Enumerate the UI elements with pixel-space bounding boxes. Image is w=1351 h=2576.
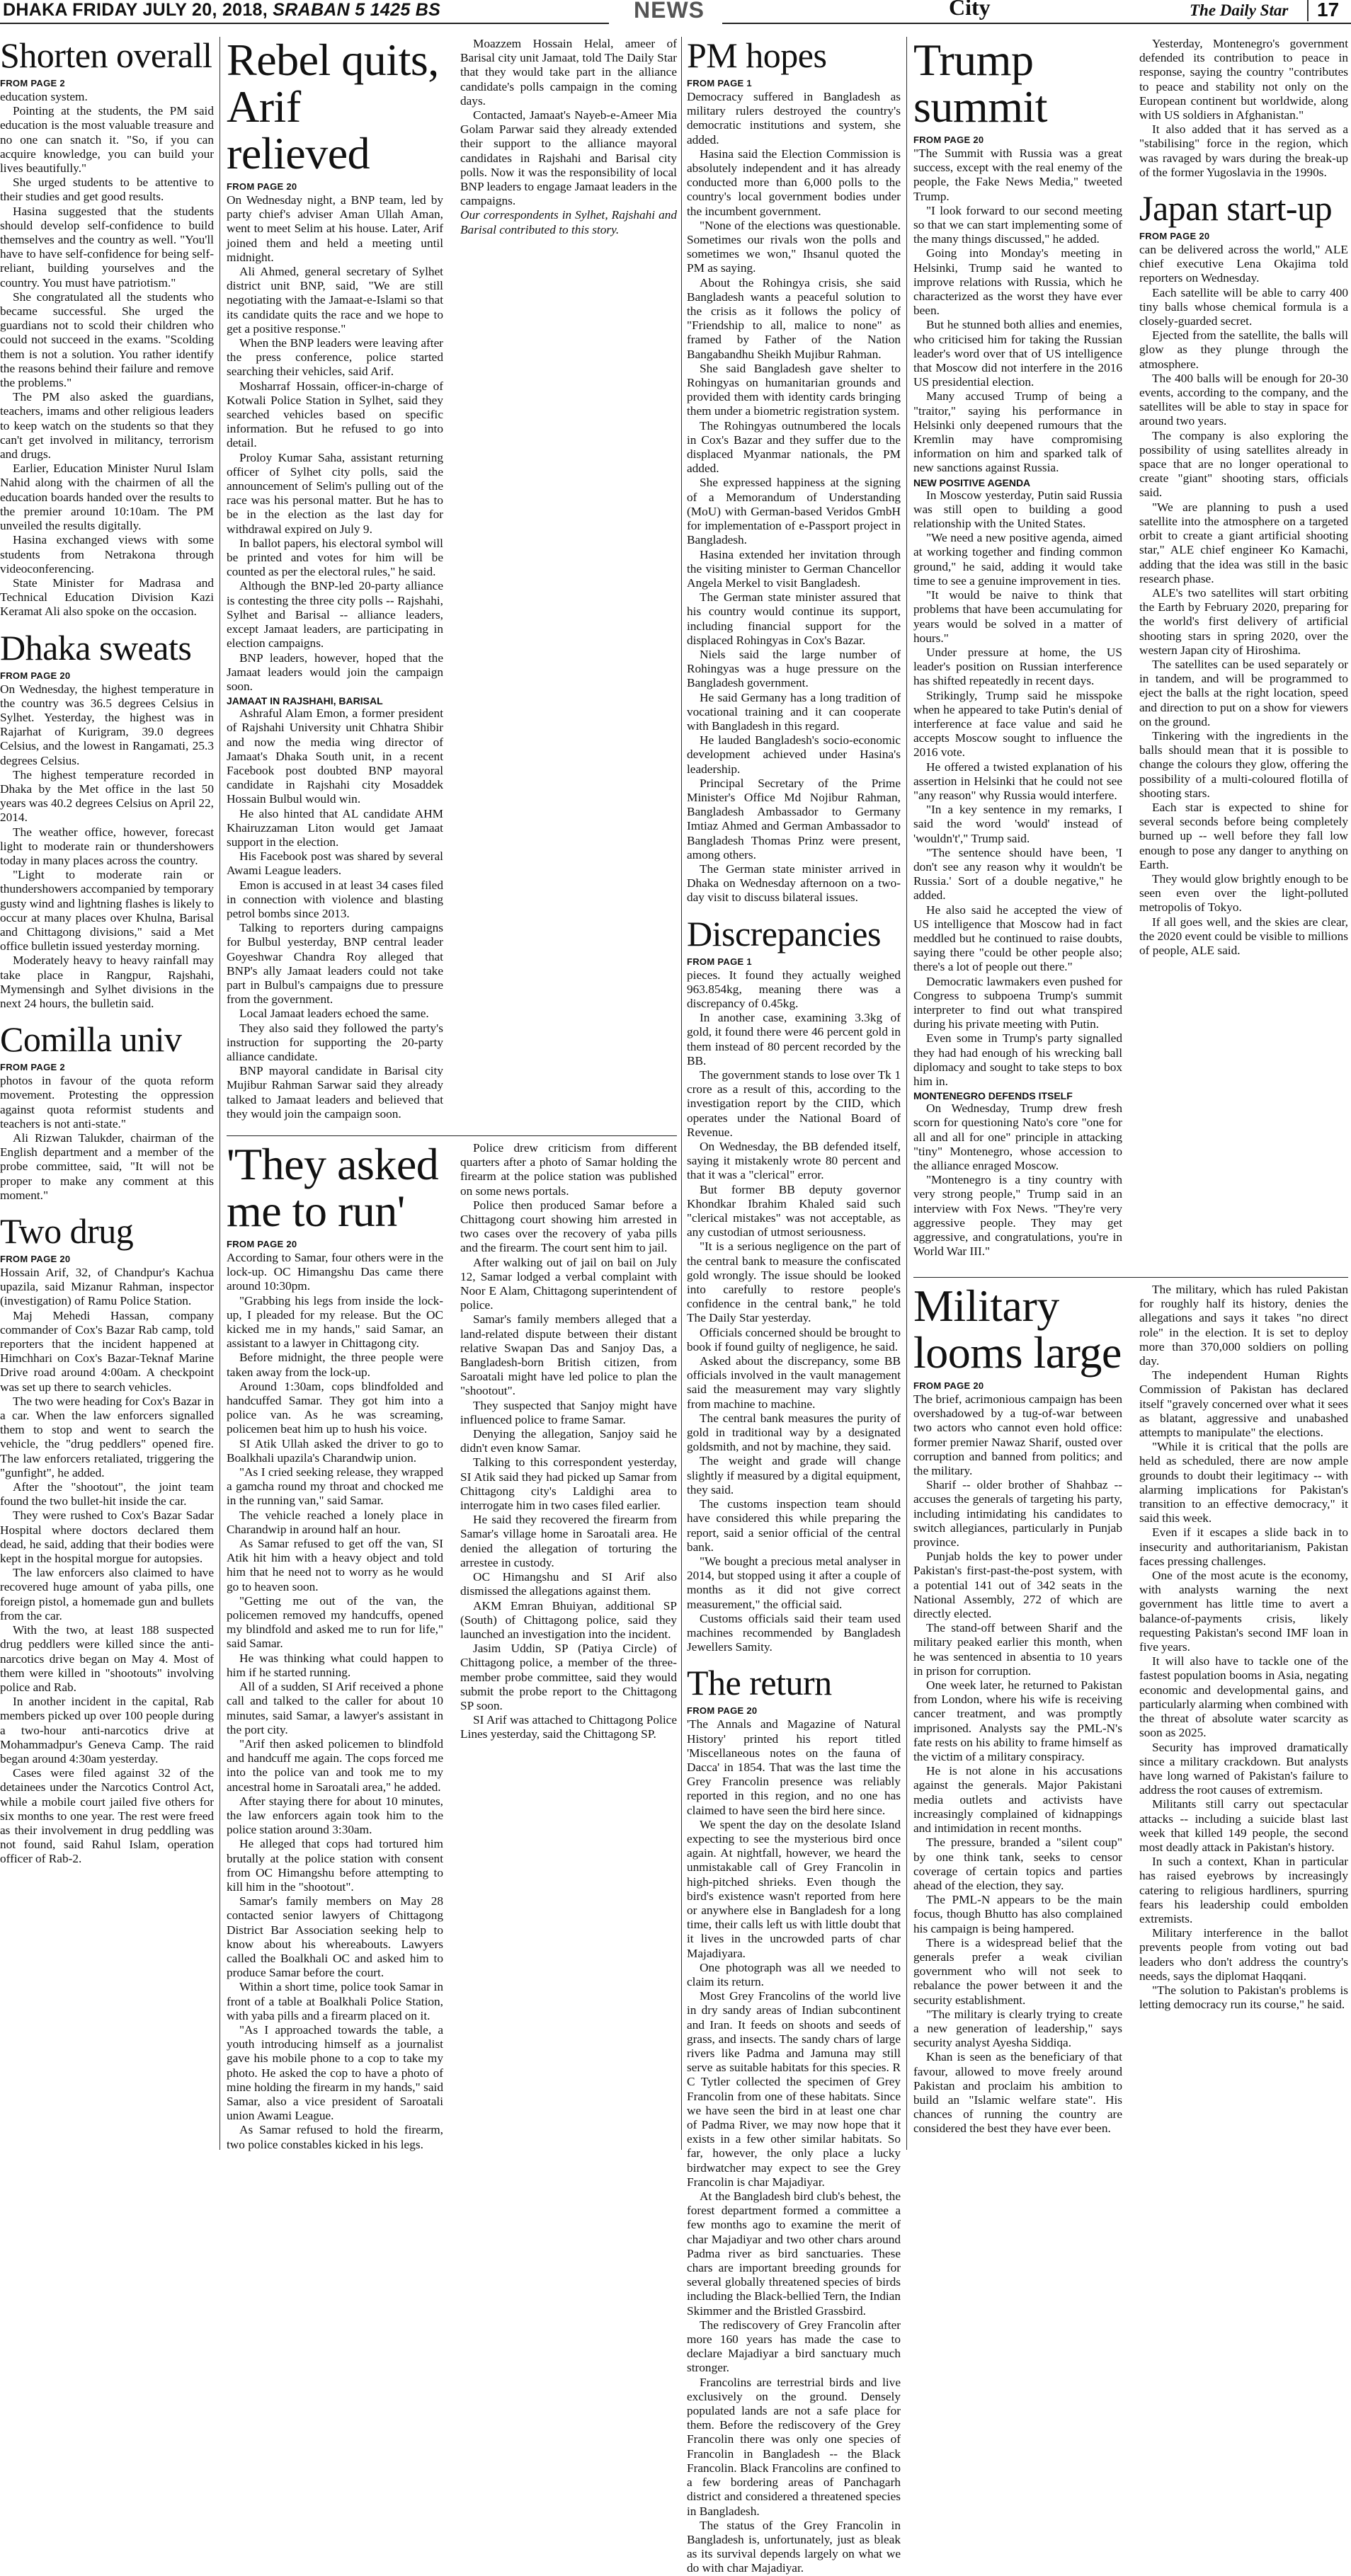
headline: The return	[687, 1663, 832, 1703]
paragraph: All of a sudden, SI Arif received a phone call and talked to the caller for about 10 minutes, said Samar, a lawyer's assistant in the port city.	[227, 1680, 443, 1736]
paragraph: The PM also asked the guardians, teachers, imams and other religious leaders to keep watch on the students so that they can't get involved in militancy, terrorism and drugs.	[0, 390, 214, 462]
paragraph: Emon is accused in at least 34 cases filed in connection with violence and blasting petrol bombs since 2013.	[227, 878, 443, 920]
paragraph: OC Himangshu and SI Arif also dismissed the allegations against them.	[460, 1570, 677, 1598]
paragraph: They were rushed to Cox's Bazar Sadar Hospital where doctors declared them dead, he said, adding that their bodies were kept in the hospital morgue for autopsies.	[0, 1509, 214, 1566]
paragraph: Within a short time, police took Samar in front of a table at Boalkhali Police Station, with yaba pills and a firearm placed on it.	[227, 1980, 443, 2022]
paragraph: One photograph was all we needed to claim its return.	[687, 1960, 901, 1988]
continued-from-label: FROM PAGE 20	[687, 1705, 758, 1717]
paragraph: The pressure, branded a "silent coup" by one think tank, seeks to censor coverage of certain topics and parties ahead of the election, they say.	[913, 1836, 1122, 1892]
paragraph: The law enforcers also claimed to have recovered huge amount of yaba pills, one foreign pistol, a homemade gun and bullets from the car.	[0, 1566, 214, 1622]
subheading: JAMAAT IN RAJSHAHI, BARISAL	[227, 695, 383, 707]
paragraph: As Samar refused to get off the van, SI Atik hit him with a heavy object and told him that he need not to worry as he would go to heaven soon.	[227, 1537, 443, 1593]
block-asked	[227, 1141, 677, 2152]
column-rule-3	[681, 37, 682, 2150]
paragraph: She expressed happiness at the signing of a Memorandum of Understanding (MoU) with German-based Veridos GmbH for implementation of e-Passport project in Bangladesh.	[687, 476, 901, 547]
paragraph: Sharif -- older brother of Shahbaz -- accuses the generals of targeting his party, including intimidating his candidates to switch allegiances, particularly in Punjab province.	[913, 1478, 1122, 1550]
paragraph: State Minister for Madrasa and Technical Education Division Kazi Keramat Ali also spoke on the occasion.	[0, 576, 214, 619]
paragraph: SI Atik Ullah asked the driver to go to Boalkhali upazila's Charandwip union.	[227, 1436, 443, 1465]
paragraph: Around 1:30am, cops blindfolded and handcuffed Samar. They got him into a police van. As he was screaming, policemen beat him up to hush his voice.	[227, 1379, 443, 1436]
paragraph: The PML-N appears to be the main focus, though Bhutto has also complained his campaign is being hampered.	[913, 1893, 1122, 1935]
paragraph: photos in favour of the quota reform movement. Protesting the oppression against quota reformist students and teachers is not anti-state."	[0, 1074, 214, 1130]
article-shorten-overall	[0, 37, 214, 619]
paragraph: Hasina said the Election Commission is absolutely independent and it has already conducted more than 6,000 polls to the country's local government bodies under the incumbent government.	[687, 147, 901, 218]
paragraph: "Getting me out of the van, the policemen removed my handcuffs, opened my blindfold and asked me to run for life," said Samar.	[227, 1593, 443, 1651]
paragraph: If all goes well, and the skies are clear, the 2020 event could be visible to millions of people, ALE said.	[1139, 915, 1348, 957]
continued-from-label: FROM PAGE 20	[913, 1380, 984, 1391]
paragraph: He offered a twisted explanation of his assertion in Helsinki that he could not see "any reason" why Russia would interfere.	[913, 760, 1122, 802]
article-japan-start-up	[1139, 190, 1348, 958]
article-pm-hopes	[687, 37, 901, 905]
subsection-name: City	[949, 0, 991, 20]
block-military	[913, 1283, 1348, 2152]
block-rebel	[227, 37, 677, 1130]
paragraph: One of the most acute is the economy, with analysts warning the next government has little time to avert a balance-of-payments crisis, likely requesting Pakistan's second IMF loan in five years.	[1139, 1569, 1348, 1654]
contributor-note: Our correspondents in Sylhet, Rajshahi and Barisal contributed to this story.	[460, 208, 677, 236]
paragraph: He lauded Bangladesh's socio-economic development achieved under Hasina's leadership.	[687, 733, 901, 776]
paragraph: Going into Monday's meeting in Helsinki, Trump said he wanted to improve relations with Russia, which he characterized as the worst they have ever been.	[913, 246, 1122, 318]
paragraph: ALE's two satellites will start orbiting the Earth by February 2020, preparing for the world's first delivery of artificial shooting stars in spring 2020, over the western Japan city of Hiroshima.	[1139, 585, 1348, 657]
header-divider	[1307, 0, 1309, 21]
paragraph: Yesterday, Montenegro's government defended its contribution to peace in response, saying the country "contributes to peace and stability not only on the European continent but worldwide, along with US soldiers in Afghanistan."	[1139, 37, 1348, 122]
paragraph: According to Samar, four others were in the lock-up. OC Himangshu Das came there around 10:30pm.	[227, 1251, 443, 1293]
paragraph: He said they recovered the firearm from Samar's village home in Saroatali area. He denied the allegation of torturing the arrestee in custody.	[460, 1513, 677, 1569]
paragraph: On Wednesday, Trump drew fresh scorn for questioning Nato's core "one for all and all for one" principle in attacking "tiny" Montenegro, whose accession to the alliance enraged Moscow.	[913, 1101, 1122, 1173]
paragraph: Most Grey Francolins of the world live in dry sandy areas of Indian subcontinent and Iran. It feeds on shoots and seeds of grass, and insects. The sandy chars of large rivers like Padma and Jamuna may still serve as suitable habitats for this species. R C Tytler collected the specimen of Grey Francolin from one of these habitats. Since we have seen the bird in at least one char of Padma River, we may now hope that it exists in a few other similar habitats. So far, however, the only place a lucky birdwatcher may expect to see the Grey Francolin is char Majadiyar.	[687, 1989, 901, 2189]
continued-from-label: FROM PAGE 20	[227, 181, 297, 192]
paragraph: "The Summit with Russia was a great success, except with the real enemy of the people, the Fake News Media," tweeted Trump.	[913, 147, 1122, 203]
paragraph: Officials concerned should be brought to book if found guilty of negligence, he said.	[687, 1325, 901, 1353]
headline: Trump summit	[913, 35, 1048, 132]
paragraph: "None of the elections was questionable. Sometimes our rivals won the polls and sometimes we won," Ihsanul quoted the PM as saying.	[687, 218, 901, 275]
paragraph: Denying the allegation, Sanjoy said he didn't even know Samar.	[460, 1427, 677, 1455]
paragraph: "The sentence should have been, 'I don't see any reason why it wouldn't be Russia.' Sort of a double negative," he added.	[913, 845, 1122, 903]
paragraph: The central bank measures the purity of gold in traditional way by a designated goldsmith, and not by machine, they said.	[687, 1411, 901, 1454]
column-rule-4	[906, 37, 907, 2150]
paragraph: There is a widespread belief that the generals prefer a weak civilian government who will not seek to rebalance the power between it and the security establishment.	[913, 1935, 1122, 2007]
headline: 'They asked me to run'	[227, 1139, 439, 1236]
paragraph: can be delivered across the world," ALE chief executive Lena Okajima told reporters on Wednesday.	[1139, 243, 1348, 285]
headline: Rebel quits, Arif relieved	[227, 35, 439, 178]
paragraph: Local Jamaat leaders echoed the same.	[239, 1007, 429, 1021]
paragraph: 'The Annals and Magazine of Natural History' printed his report titled 'Miscellaneous notes on the fauna of Dacca' in 1854. That was the last time the Grey Francolin presence was reliably reported in this region, and no one has claimed to have seen the bird here since.	[687, 1717, 901, 1817]
article-comilla-univ	[0, 1021, 214, 1203]
continued-from-label: FROM PAGE 20	[227, 1239, 297, 1249]
paragraph: At the Bangladesh bird club's behest, the forest department formed a committee a few months ago to examine the merit of char Majadiyar and two other chars around Padma river as bird sanctuaries. These chars are important breeding grounds for several globally threatened species of birds including the Black-bellied Tern, the Indian Skimmer and the Bristled Grassbird.	[687, 2189, 901, 2318]
headline: Comilla univ	[0, 1019, 182, 1060]
page-number: 17	[1317, 0, 1340, 21]
paragraph: The weight and grade will change slightly if measured by a digital equipment, they said.	[687, 1454, 901, 1496]
continued-from-label: FROM PAGE 2	[0, 1062, 65, 1073]
paragraph: The satellites can be used separately or in tandem, and will be programmed to eject the balls at the right location, speed and direction to put on a show for viewers on the ground.	[1139, 657, 1348, 728]
paragraph: In another case, examining 3.3kg of gold, it found there were 46 percent gold in them instead of 80 percent recorded by the BB.	[687, 1011, 901, 1067]
paragraph: With the two, at least 188 suspected drug peddlers were killed since the anti-narcotics drive began on May 4. Most of them were killed in "shootouts" involving police and Rab.	[0, 1623, 214, 1694]
paragraph: But he stunned both allies and enemies, who criticised him for taking the Russian leader's word over that of US intelligence that Moscow did not interfere in the 2016 US presidential election.	[913, 318, 1122, 389]
paragraph: It also added that it has served as a "stabilising" force in the region, which was ravaged by wars during the break-up of the former Yugoslavia in the 1990s.	[1139, 122, 1348, 179]
paragraph: Punjab holds the key to power under Pakistan's first-past-the-post system, with a potential 141 out of 342 seats in the National Assembly, 272 of which are directly elected.	[913, 1550, 1122, 1621]
headline: Dhaka sweats	[0, 627, 192, 668]
paragraph: "Arif then asked policemen to blindfold and handcuff me again. The cops forced me into the police van and took me to my ancestral home in Saroatali area," he added.	[227, 1736, 443, 1794]
article-discrepancies	[687, 915, 901, 1655]
paragraph: On Wednesday, the highest temperature in the country was 36.5 degrees Celsius in Sylhet. Yesterday, the highest was in Rajarhat of Kurigram, 39.0 degrees Celsius, and the lowest in Rangamati, 25.3 degrees Celsius.	[0, 682, 214, 767]
paragraph: Khan is seen as the beneficiary of that favour, allowed to move freely around Pakistan and proclaim his ambition to build an "Islamic welfare state". His chances of running the country are considered the best they have ever been.	[913, 2050, 1122, 2136]
paragraph: He is not alone in his accusations against the generals. Major Pakistani media outlets and activists have increasingly complained of kidnappings and intimidation in recent months.	[913, 1764, 1122, 1836]
paragraph: His Facebook post was shared by several Awami League leaders.	[227, 849, 443, 878]
paragraph: He alleged that cops had tortured him brutally at the police station with consent from OC Himangshu before attempting to kill him in the "shootout".	[227, 1837, 443, 1894]
paragraph: Earlier, Education Minister Nurul Islam Nahid along with the chairmen of all the education boards handed over the results to the premier around 10:10am. The PM unveiled the results digitally.	[0, 462, 214, 533]
paragraph: Even some in Trump's party signalled they had had enough of his wrecking ball diplomacy and sought to take steps to box him in.	[913, 1031, 1122, 1088]
section-name: NEWS	[634, 0, 705, 23]
paragraph: She congratulated all the students who became successful. She urged the guardians not to scold their children who could not succeed in the exams. "Scolding them is not a solution. You rather identify the reasons behind their failure and remove the problems."	[0, 290, 214, 390]
article-they-asked-me-to-run	[227, 1141, 677, 2152]
paragraph: Security has improved dramatically since a military crackdown. But analysts have long warned of Pakistan's failure to address the root causes of extremism.	[1139, 1740, 1348, 1797]
continued-from-label: FROM PAGE 20	[0, 670, 71, 681]
paragraph: Although the BNP-led 20-party alliance is contesting the three city polls -- Rajshahi, Sylhet and Barisal -- alliance leaders, except Jamaat leaders, are participating in election campaigns.	[227, 579, 443, 651]
paragraph: After walking out of jail on bail on July 12, Samar lodged a verbal complaint with Noor E Alam, Chittagong superintendent of police.	[460, 1255, 677, 1312]
paragraph: "It would be naive to think that problems that have been accumulating for years would be solved in a matter of hours."	[913, 588, 1122, 645]
paragraph: She urged students to be attentive to their studies and get good results.	[0, 176, 214, 204]
paragraph: After staying there for about 10 minutes, the law enforcers again took him to the police station around 3:30am.	[227, 1794, 443, 1837]
paragraph: In Moscow yesterday, Putin said Russia was still open to building a good relationship with the United States.	[913, 488, 1122, 531]
paragraph: The rediscovery of Grey Francolin after more 160 years has made the case to declare Majadiyar a bird sanctuary much stronger.	[687, 2318, 901, 2375]
header-rule-left	[0, 23, 609, 24]
paragraph: The company is also exploring the possibility of using satellites already in space that are no longer operational to create "giant" shooting stars, officials said.	[1139, 428, 1348, 500]
headline: Military looms large	[913, 1281, 1122, 1378]
paragraph: "We are planning to push a used satellite into the atmosphere on a targeted orbit to create a giant artificial shooting star," ALE chief engineer Ko Kamachi, adding that the idea was still in the basic research phase.	[1139, 500, 1348, 585]
continued-from-label: FROM PAGE 2	[0, 78, 65, 88]
paragraph: Democratic lawmakers even pushed for Congress to subpoena Trump's summit interpreter to find out what transpired during his private meeting with Putin.	[913, 974, 1122, 1031]
paragraph: "Montenegro is a tiny country with very strong people," Trump said in an interview with Fox News. "They're very aggressive people. They may get aggressive, and congratulations, you're in World War III."	[913, 1173, 1122, 1259]
paragraph: Each star is expected to shine for several seconds before being completely burned up -- well before they fall low enough to pose any danger to anything on Earth.	[1139, 800, 1348, 871]
paragraph: Ali Rizwan Talukder, chairman of the English department and a member of the probe committee, said, "It will not be proper to make any comment at this moment."	[0, 1131, 214, 1202]
paragraph: Pointing at the students, the PM said education is the most valuable treasure and no one can snatch it. "So, if you can acquire knowledge, you can build your lives beautifully."	[0, 104, 214, 176]
paragraph: He said Germany has a long tradition of vocational training and it can cooperate with Bangladesh in this regard.	[687, 690, 901, 733]
paragraph: Strikingly, Trump said he misspoke when he appeared to take Putin's denial of interference at face value and said he accepts Moscow sought to influence the 2016 vote.	[913, 688, 1122, 760]
paragraph: Police drew criticism from different quarters after a photo of Samar holding the firearm at the police station was published on some news portals.	[460, 1141, 677, 1198]
rule-above-military	[913, 1277, 1348, 1278]
paragraph: Talking to this correspondent yesterday, SI Atik said they had picked up Samar from Chittagong city's Laldighi area to interrogate him in two cases filed earlier.	[460, 1455, 677, 1513]
paragraph: The German state minister arrived in Dhaka on Wednesday afternoon on a two-day visit to discuss bilateral issues.	[687, 861, 901, 905]
paragraph: AKM Emran Bhuiyan, additional SP (South) of Chittagong police, said they launched an investigation into the incident.	[460, 1598, 677, 1641]
paragraph: In such a context, Khan in particular has raised eyebrows by increasingly catering to religious hardliners, spurring fears his leadership could embolden extremists.	[1139, 1855, 1348, 1925]
paragraph: The 400 balls will be enough for 20-30 events, according to the company, and the satellites will be able to stay in space for around two years.	[1139, 371, 1348, 428]
paragraph: Militants still carry out spectacular attacks -- including a suicide blast last week that killed 149 people, the second most deadly attack in Pakistan's history.	[1139, 1797, 1348, 1854]
headline: Two drug	[0, 1211, 134, 1252]
paragraph: The vehicle reached a lonely place in Charandwip in around half an hour.	[227, 1508, 443, 1536]
headline: Shorten overall	[0, 35, 212, 75]
dateline	[3, 0, 440, 21]
headline: Discrepancies	[687, 913, 881, 954]
paragraph: Ashraful Alam Emon, a former president of Rajshahi University unit Chhatra Shibir and now the media wing director of Jamaat's Dhaka South unit, in a recent Facebook post doubted BNP mayoral candidate in Rajshahi city Mosaddek Hossain Bulbul would win.	[227, 706, 443, 806]
paragraph: He also hinted that AL candidate AHM Khairuzzaman Liton would get Jamaat support in the election.	[227, 806, 443, 849]
paragraph: In another incident in the capital, Rab members picked up over 100 people during a two-hour anti-narcotics drive at Mohammadpur's Geneva Camp. The raid began around 4:30am yesterday.	[0, 1695, 214, 1765]
column-4	[687, 35, 901, 2575]
paragraph: education system.	[0, 90, 88, 103]
paragraph: In ballot papers, his electoral symbol will be printed and votes for him will be counted as per the electoral rules," he said.	[227, 536, 443, 579]
column-1	[0, 37, 214, 2153]
paragraph: But former BB deputy governor Khondkar Ibrahim Khaled said such "clerical mistakes" was not acceptable, as any custodian of utmost seriousness.	[687, 1182, 901, 1240]
paragraph: "Light to moderate rain or thundershowers accompanied by temporary gusty wind and lightning flashes is likely to occur at many places over Khulna, Barisal and Chittagong divisions," said a Met office bulletin issued yesterday morning.	[0, 868, 214, 954]
paragraph: One week later, he returned to Pakistan from London, where his wife is receiving cancer treatment, and was promptly imprisoned. Analysts say the PML-N's fate rests on his ability to frame himself as the victim of a military conspiracy.	[913, 1678, 1122, 1764]
paragraph: The government stands to lose over Tk 1 crore as a result of this, according to the investigation report by the CIID, which operates under the National Board of Revenue.	[687, 1068, 901, 1139]
header-rule-right	[722, 23, 1351, 24]
paragraph: Under pressure at home, the US leader's position on Russian interference has shifted repeatedly in recent days.	[913, 645, 1122, 688]
paragraph: They also said they followed the party's instruction for supporting the 20-party alliance candidate.	[227, 1021, 443, 1063]
paragraph: Before midnight, the three people were taken away from the lock-up.	[227, 1351, 443, 1379]
paragraph: Military interference in the ballot prevents people from voting out bad leaders who don't address the country's needs, says the diplomat Haqqani.	[1139, 1926, 1348, 1983]
paragraph: "While it is critical that the polls are held as scheduled, there are now ample grounds to doubt their legitimacy -- with alarming implications for Pakistan's transition to an effective democracy," it said this week.	[1139, 1440, 1348, 1525]
paragraph: Francolins are terrestrial birds and live exclusively on the ground. Densely populated lands are not a safe place for them. Before the rediscovery of the Grey Francolin there was only one species of Francolin in Bangladesh -- the Black Francolin. Black Francolins are confined to a few bordering areas of Panchagarh district and considered a threatened species in Bangladesh.	[687, 2375, 901, 2518]
paragraph: Each satellite will be able to carry 400 tiny balls whose chemical formula is a closely-guarded secret.	[1139, 285, 1348, 328]
paragraph: Hasina exchanged views with some students from Netrakona through videoconferencing.	[0, 533, 214, 576]
paragraph: "As I approached towards the table, a youth introducing himself as a journalist gave his mobile phone to a cop to take my photo. He asked the cop to have a photo of mine holding the firearm in my hands," said Samar, also a vice president of Saroatali union Awami League.	[227, 2022, 443, 2123]
paragraph: Mosharraf Hossain, officer-in-charge of Kotwali Police Station in Sylhet, said they searched vehicles based on specific information. But he refused to go into detail.	[227, 379, 443, 450]
paragraph: Principal Secretary of the Prime Minister's Office Md Nojibur Rahman, Bangladesh Ambassador to Germany Imtiaz Ahmed and German Ambassador to Bangladesh Thomas Prinz were present, among others.	[687, 776, 901, 861]
paragraph: BNP leaders, however, hoped that the Jamaat leaders would join the campaign soon.	[227, 651, 443, 693]
paragraph: "The military is clearly trying to create a new generation of leadership," says security analyst Ayesha Siddiqa.	[913, 2007, 1122, 2050]
paragraph: The status of the Grey Francolin in Bangladesh is, unfortunately, just as bleak as its survival depends largely on what we do with char Majadiyar.	[687, 2518, 901, 2575]
paragraph: The Rohingyas outnumbered the locals in Cox's Bazar and they suffer due to the displaced Myanmar nationals, the PM added.	[687, 418, 901, 476]
paragraph: The two were heading for Cox's Bazar in a car. When the law enforcers signalled them to stop and went to search the vehicle, the "drug peddlers" opened fire. The law enforcers retaliated, triggering the "gunfight", he added.	[0, 1394, 214, 1479]
paragraph: The highest temperature recorded in Dhaka by the Met office in the last 50 years was 40.2 degrees Celsius on April 22, 2014.	[0, 767, 214, 825]
paragraph: Jasim Uddin, SP (Patiya Circle) of Chittagong police, a member of the three-member probe committee, said they would submit the probe report to the Chittagong SP soon.	[460, 1642, 677, 1712]
paragraph: Ejected from the satellite, the balls will glow as they plunge through the atmosphere.	[1139, 328, 1348, 371]
paragraph: Ali Ahmed, general secretary of Sylhet district unit BNP, said, "We are still negotiating with the Jamaat-e-Islami so that its candidate quits the race and we hope to get a positive response."	[227, 265, 443, 336]
continued-from-label: FROM PAGE 20	[0, 1254, 71, 1265]
paragraph: Cases were filed against 32 of the detainees under the Narcotics Control Act, while a mobile court jailed five others for six months to one year. The rest were freed as their involvement in drug peddling was not found, said Rahul Islam, operation officer of Rab-2.	[0, 1766, 214, 1866]
paragraph: "It is a serious negligence on the part of the central bank to measure the confiscated gold wrongly. The issue should be looked into carefully to restore people's confidence in the central bank," he told The Daily Star yesterday.	[687, 1240, 901, 1325]
paragraph: Maj Mehedi Hassan, company commander of Cox's Bazar Rab camp, told reporters that the incident happened at Himchhari on Cox's Bazar-Teknaf Marine Drive road around 4:00am. A checkpoint was set up there to search vehicles.	[0, 1308, 214, 1394]
article-dhaka-sweats	[0, 629, 214, 1012]
paragraph: Customs officials said their team used machines recommended by Bangladesh Jewellers Samity.	[687, 1611, 901, 1654]
paragraph: When the BNP leaders were leaving after the press conference, police started searching their vehicles, said Arif.	[227, 336, 443, 379]
rule-above-asked	[227, 1135, 677, 1136]
paragraph: Tinkering with the ingredients in the balls should mean that it is possible to change the colours they glow, offering the possibility of a multi-coloured flotilla of shooting stars.	[1139, 728, 1348, 800]
paragraph: "In a key sentence in my remarks, I said the word 'would' instead of 'wouldn't'," Trump said.	[913, 803, 1122, 845]
paragraph: Samar's family members on May 28 contacted senior lawyers of Chittagong District Bar Association seeking help to know about his whereabouts. Lawyers called the Boalkhali OC and asked him to produce Samar before the court.	[227, 1894, 443, 1980]
paragraph: The brief, acrimonious campaign has been overshadowed by a tug-of-war between two actors who cannot even hold office: former premier Nawaz Sharif, ousted over corruption and banned from politics; and the military.	[913, 1392, 1122, 1478]
paragraph: "We need a new positive agenda, aimed at working together and finding common ground," he said, adding it would take time to see a genuine improvement in ties.	[913, 531, 1122, 588]
paragraph: Moderately heavy to heavy rainfall may take place in Rangpur, Rajshahi, Mymensingh and Sylhet divisions in the next 24 hours, the bulletin said.	[0, 954, 214, 1010]
paragraph: Proloy Kumar Saha, assistant returning officer of Sylhet city polls, said the announcement of Selim's pulling out of the race was his personal matter. But he has to be in the election as the last day for withdrawal expired on July 9.	[227, 450, 443, 536]
paragraph: Niels said the large number of Rohingyas was a huge pressure on the Bangladesh government.	[687, 647, 901, 690]
paragraph: About the Rohingya crisis, she said Bangladesh wants a peaceful solution to the crisis as it follows the policy of "Friendship to all, malice to none" as framed by Father of the Nation Bangabandhu Sheikh Mujibur Rahman.	[687, 275, 901, 361]
paragraph: Even if it escapes a slide back in to insecurity and authoritarianism, Pakistan faces pressing challenges.	[1139, 1525, 1348, 1568]
paragraph: As Samar refused to hold the firearm, two police constables kicked in his legs.	[227, 2123, 443, 2151]
paragraph: They suspected that Sanjoy might have influenced police to frame Samar.	[460, 1398, 677, 1426]
paragraph: The German state minister assured that his country would continue its support, including financial support for the displaced Rohingyas in Cox's Bazar.	[687, 590, 901, 647]
paragraph: We spent the day on the desolate Island expecting to see the mysterious bird once again. At nightfall, however, we heard the unmistakable call of Grey Francolin in high-pitched shrieks. Even though the bird's existence wasn't reported from here or anywhere else in Bangladesh for a long time, their calls left us with little doubt that it lives in the uncrowded parts of char Majadiyara.	[687, 1817, 901, 1960]
paragraph: "The solution to Pakistan's problems is letting democracy run its course," he said.	[1139, 1983, 1348, 2012]
paragraph: Asked about the discrepancy, some BB officials involved in the vault management said the measurement may vary slightly from machine to machine.	[687, 1354, 901, 1411]
article-military-looms-large	[913, 1283, 1348, 2152]
continued-from-label: FROM PAGE 20	[1139, 231, 1210, 242]
paragraph: "We bought a precious metal analyser in 2014, but stopped using it after a couple of months as it did not give correct measurement," the official said.	[687, 1554, 901, 1611]
block-trump-japan	[913, 37, 1348, 1272]
paragraph: The stand-off between Sharif and the military peaked earlier this month, when he was sentenced in absentia to 10 years in prison for corruption.	[913, 1621, 1122, 1678]
headline: Japan start-up	[1139, 188, 1333, 229]
paragraph: It will also have to tackle one of the fastest population booms in Asia, negating economic and developmental gains, and particularly alarming when combined with the threat of absolute water scarcity as soon as 2025.	[1139, 1654, 1348, 1740]
paragraph: "I look forward to our second meeting so that we can start implementing some of the many things discussed," he added.	[913, 203, 1122, 246]
paragraph: After the "shootout", the joint team found the two bullet-hit inside the car.	[0, 1480, 214, 1509]
paragraph: On Wednesday, the BB defended itself, saying it mistakenly wrote 80 percent and that it was a "clerical" error.	[687, 1140, 901, 1182]
paragraph: Police then produced Samar before a Chittagong court showing him arrested in two cases over the recovery of yaba pills and the firearm. The court sent him to jail.	[460, 1198, 677, 1255]
paragraph: Hasina suggested that the students should develop self-confidence to build themselves and the country as well. "You'll have to have self-confidence for being self-reliant, building yourselves and the country. You must have patriotism."	[0, 204, 214, 290]
continued-from-label: FROM PAGE 1	[687, 956, 752, 967]
paragraph: She said Bangladesh gave shelter to Rohingyas on humanitarian grounds and provided them with identity cards bringing them under a biometric registration system.	[687, 361, 901, 418]
paragraph: Samar's family members alleged that a land-related dispute between their distant relative Swapan Das and Sanjoy Das, a Bangladesh-born British citizen, from Saroatali might have led police to plan the "shootout".	[460, 1312, 677, 1398]
paragraph: The weather office, however, forecast light to moderate rain or thundershowers today in many places across the country.	[0, 825, 214, 867]
paragraph: He was thinking what could happen to him if he started running.	[227, 1651, 443, 1679]
dateline-main: DHAKA FRIDAY JULY 20, 2018,	[3, 0, 268, 20]
paragraph: Contacted, Jamaat's Nayeb-e-Ameer Mia Golam Parwar said they already extended their support to the alliance mayoral candidates in Rajshahi and Barisal city polls. Now it was the responsibility of local BNP leaders to engage Jamaat leaders in the campaigns.	[460, 108, 677, 208]
paragraph: He also said he accepted the view of US intelligence that Moscow had in fact meddled but he continued to raise doubts, saying there "could be other people also; there's a lot of people out there."	[913, 903, 1122, 974]
paragraph: The independent Human Rights Commission of Pakistan has declared itself "gravely concerned over what it sees as blatant, aggressive and unabashed attempts to manipulate" the elections.	[1139, 1368, 1348, 1440]
paragraph: Moazzem Hossain Helal, ameer of Barisal city unit Jamaat, told The Daily Star that they would take part in the alliance candidate's polls campaign in the coming days.	[460, 37, 677, 108]
article-rebel-quits	[227, 37, 677, 1130]
subheading: NEW POSITIVE AGENDA	[913, 476, 1031, 488]
paragraph: SI Arif was attached to Chittagong Police Lines yesterday, said the Chittagong SP.	[460, 1713, 677, 1741]
paragraph: BNP mayoral candidate in Barisal city Mujibur Rahman Sarwar said they already talked to Jamaat leaders and believed that they would join the campaign soon.	[227, 1064, 443, 1121]
article-two-drug	[0, 1213, 214, 1867]
continued-from-label: FROM PAGE 20	[913, 134, 984, 145]
article-the-return	[687, 1664, 901, 2575]
paragraph: Many accused Trump of being a "traitor," saying his performance in Helsinki only deepened rumours that the Kremlin may have compromising information on him and sparked talk of new sanctions against Russia.	[913, 389, 1122, 475]
continued-from-label: FROM PAGE 1	[687, 78, 752, 88]
subheading: MONTENEGRO DEFENDS ITSELF	[913, 1090, 1073, 1102]
headline: PM hopes	[687, 35, 827, 75]
paragraph: They would glow brightly enough to be seen even over the light-polluted metropolis of Tokyo.	[1139, 871, 1348, 915]
paragraph: Hossain Arif, 32, of Chandpur's Kachua upazila, said Mizanur Rahman, inspector (investigation) of Ramu Police Station.	[0, 1266, 214, 1308]
paragraph: The customs inspection team should have considered this while preparing the report, said a senior official of the central bank.	[687, 1497, 901, 1554]
paragraph: Hasina extended her invitation through the visiting minister to German Chancellor Angela Merkel to visit Bangladesh.	[687, 547, 901, 590]
page-header	[0, 0, 1351, 25]
paragraph: The military, which has ruled Pakistan for roughly half its history, denies the allegations and says it takes "no direct role" in the election. It is set to deploy more than 370,000 soldiers on polling day.	[1139, 1283, 1348, 1368]
dateline-bangla: SRABAN 5 1425 BS	[273, 0, 441, 20]
paragraph: pieces. It found they actually weighed 963.854kg, meaning there was a discrepancy of 0.45kg.	[687, 968, 901, 1010]
paper-logo: The Daily Star	[1190, 1, 1289, 19]
paragraph: On Wednesday night, a BNP team, led by party chief's adviser Aman Ullah Aman, went to meet Selim at his house. Later, Arif joined them and held a meeting until midnight.	[227, 193, 443, 264]
paragraph: "As I cried seeking release, they wrapped a gamcha round my throat and chocked me in the running van," said Samar.	[227, 1465, 443, 1508]
paragraph: Democracy suffered in Bangladesh as military rulers destroyed the country's democratic institutions and system, she added.	[687, 90, 901, 147]
paragraph: "Grabbing his legs from inside the lock-up, I pleaded for my release. But the OC kicked me in my hands," said Samar, an assistant to a lawyer in Chittagong city.	[227, 1293, 443, 1351]
paragraph: Talking to reporters during campaigns for Bulbul yesterday, BNP central leader Goyeshwar Chandra Roy alleged that BNP's ally Jamaat leaders could not take part in Bulbul's campaigns due to pressure from the government.	[227, 921, 443, 1007]
